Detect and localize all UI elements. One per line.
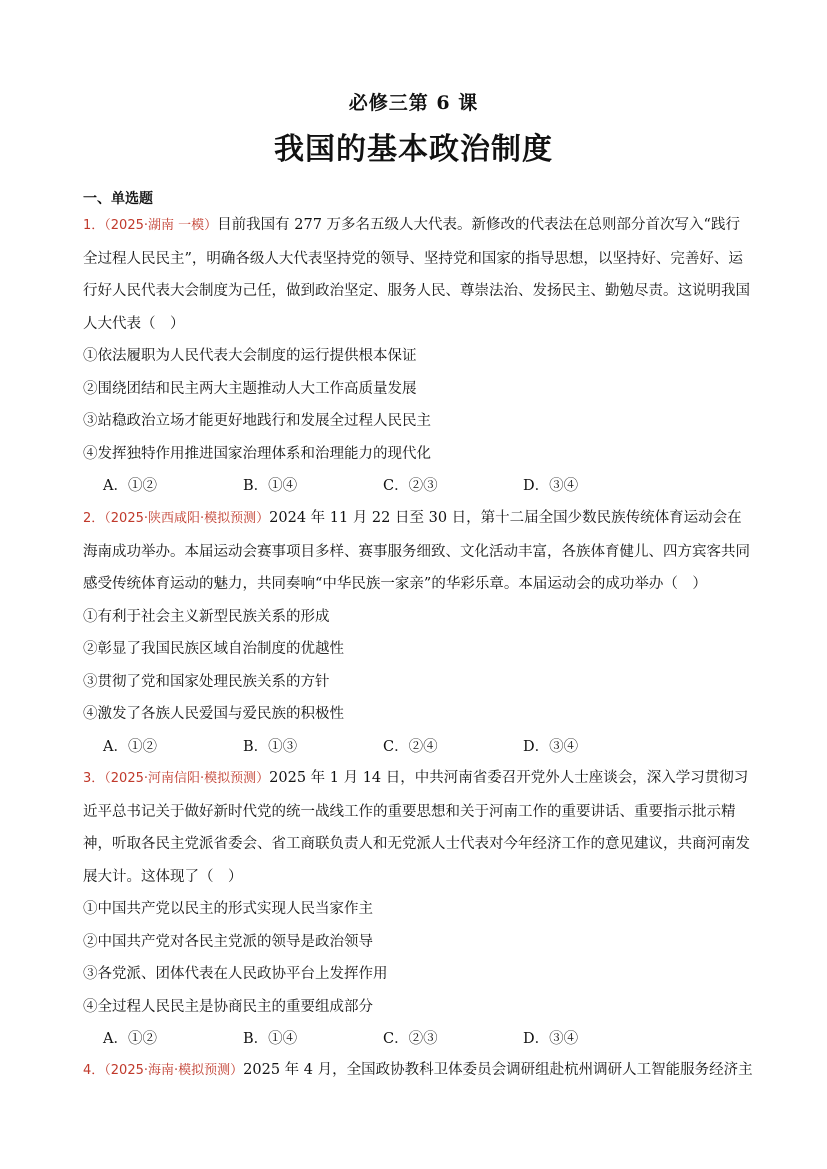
choice-d[interactable]: D．③④ xyxy=(523,478,579,494)
choice-b[interactable]: B．①④ xyxy=(243,478,298,494)
option-2: ②围绕团结和民主两大主题推动人大工作高质量发展 xyxy=(83,380,417,397)
option-3: ③各党派、团体代表在人民政协平台上发挥作用 xyxy=(83,966,388,982)
question-source: （2025·陕西咸阳·模拟预测） xyxy=(104,511,270,526)
question-stem: 2025 年 4 月，全国政协教科卫体委员会调研组赴杭州调研人工智能服务经济主 xyxy=(243,1062,753,1078)
choice-b[interactable]: B．①③ xyxy=(243,738,298,755)
choice-d[interactable]: D．③④ xyxy=(523,738,579,755)
choice-a[interactable]: A．①② xyxy=(103,738,157,755)
question-2 xyxy=(83,502,753,763)
answer-choices xyxy=(83,470,753,503)
choice-b[interactable]: B．①④ xyxy=(243,1031,298,1047)
question-stem: 目前我国有 277 万多名五级人大代表。新修改的代表法在总则部分首次写入“践行全过程人民民主”，明确各级人大代表坚持党的领导、坚持党和国家的指导思想，以坚持好、完善好、运行好人民代表大会制度为己任，做到政治坚定、服务人民、尊崇法治、发扬民主、勤勉尽责。这说明我国人大代表（ ） xyxy=(83,217,750,332)
option-1: ①中国共产党以民主的形式实现人民当家作主 xyxy=(83,901,373,917)
choice-a[interactable]: A．①② xyxy=(103,1031,157,1047)
option-3: ③站稳政治立场才能更好地践行和发展全过程人民民主 xyxy=(83,413,431,429)
question-stem: 2024 年 11 月 22 日至 30 日，第十二届全国少数民族传统体育运动会在海南成功举办。本届运动会赛事项目多样、赛事服务细致、文化活动丰富，各族体育健儿、四方宾客共同感受传统体育运动的魅力，共同奏响“中华民族一家亲”的华彩乐章。本届运动会的成功举办（ ） xyxy=(83,510,750,592)
question-number: 1． xyxy=(83,218,105,233)
page-title: 我国的基本政治制度 xyxy=(274,132,553,167)
option-1: ①有利于社会主义新型民族关系的形成 xyxy=(83,608,330,625)
question-stem: 2025 年 1 月 14 日，中共河南省委召开党外人士座谈会，深入学习贯彻习近平总书记关于做好新时代党的统一战线工作的重要思想和关于河南工作的重要讲话、重要指示批示精神，听取各民主党派省委会、省工商联负责人和无党派人士代表对今年经济工作的意见建议，共商河南发展大计。这体现了（ ） xyxy=(83,770,750,885)
question-1 xyxy=(83,209,753,503)
question-number: 3． xyxy=(83,771,105,786)
section-heading: 一、单选题 xyxy=(83,191,153,207)
question-number: 4． xyxy=(83,1063,105,1078)
option-1: ①依法履职为人民代表大会制度的运行提供根本保证 xyxy=(83,348,417,364)
question-source: （2025·湖南 一模） xyxy=(104,218,218,233)
answer-choices xyxy=(83,1023,753,1056)
question-4 xyxy=(83,1054,753,1094)
option-4: ④发挥独特作用推进国家治理体系和治理能力的现代化 xyxy=(83,445,431,462)
choice-c[interactable]: C．②③ xyxy=(383,478,438,494)
option-2: ②彰显了我国民族区域自治制度的优越性 xyxy=(83,641,344,657)
question-number: 2． xyxy=(83,511,105,526)
question-source: （2025·海南·模拟预测） xyxy=(104,1063,244,1078)
option-4: ④激发了各族人民爱国与爱民族的积极性 xyxy=(83,706,344,722)
option-2: ②中国共产党对各民主党派的领导是政治领导 xyxy=(83,933,373,950)
choice-a[interactable]: A．①② xyxy=(103,478,157,494)
question-source: （2025·河南信阳·模拟预测） xyxy=(104,771,270,786)
answer-choices xyxy=(83,731,753,764)
choice-c[interactable]: C．②③ xyxy=(383,1031,438,1047)
choice-c[interactable]: C．②④ xyxy=(383,738,438,755)
question-3 xyxy=(83,762,753,1056)
lesson-subtitle: 必修三第 6 课 xyxy=(348,92,479,114)
option-4: ④全过程人民民主是协商民主的重要组成部分 xyxy=(83,998,373,1015)
option-3: ③贯彻了党和国家处理民族关系的方针 xyxy=(83,673,330,690)
choice-d[interactable]: D．③④ xyxy=(523,1031,579,1047)
